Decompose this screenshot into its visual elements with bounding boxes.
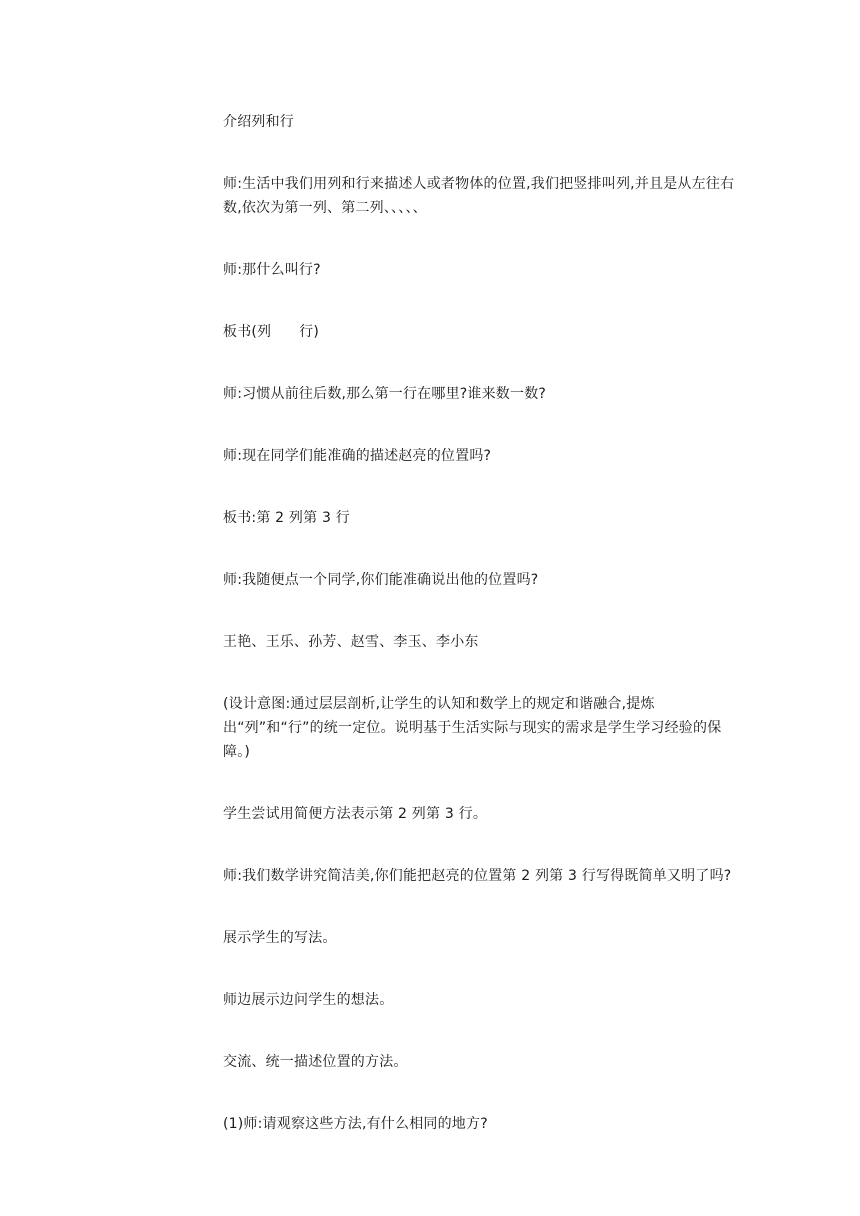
paragraph-board-position: 板书:第 2 列第 3 行 (223, 510, 350, 526)
document-body (223, 110, 743, 1136)
paragraph-row-question: 师:那什么叫行? (223, 262, 321, 278)
paragraph-observe-methods-question: (1)师:请观察这些方法,有什么相同的地方? (223, 1116, 488, 1132)
paragraph-describe-position-question: 师:现在同学们能准确的描述赵亮的位置吗? (223, 448, 492, 464)
paragraph-random-student-question: 师:我随便点一个同学,你们能准确说出他的位置吗? (223, 572, 539, 588)
paragraph-board-column-row: 板书(列 行) (223, 324, 320, 340)
paragraph-show-student-writing: 展示学生的写法。 (223, 930, 337, 946)
paragraph-first-row-question: 师:习惯从前往后数,那么第一行在哪里?谁来数一数? (223, 386, 547, 402)
paragraph-ask-student-ideas: 师边展示边问学生的想法。 (223, 992, 394, 1008)
paragraph-simple-notation-attempt: 学生尝试用简便方法表示第 2 列第 3 行。 (223, 806, 488, 822)
paragraph-student-names: 王艳、王乐、孙芳、赵雪、李玉、李小东 (223, 634, 479, 650)
paragraph-intro-heading: 介绍列和行 (223, 114, 294, 130)
paragraph-design-intent: (设计意图:通过层层剖析,让学生的认知和数学上的规定和谐融合,提炼出“列”和“行”的统一定位。说明基于生活实际与现实的需求是学生学习经验的保障。) (223, 696, 722, 760)
paragraph-concise-writing-question: 师:我们数学讲究简洁美,你们能把赵亮的位置第 2 列第 3 行写得既简单又明了吗? (223, 868, 732, 884)
paragraph-unify-method: 交流、统一描述位置的方法。 (223, 1054, 408, 1070)
paragraph-column-definition: 师:生活中我们用列和行来描述人或者物体的位置,我们把竖排叫列,并且是从左往右数,依次为第一列、第二列、、、、、 (223, 176, 735, 216)
